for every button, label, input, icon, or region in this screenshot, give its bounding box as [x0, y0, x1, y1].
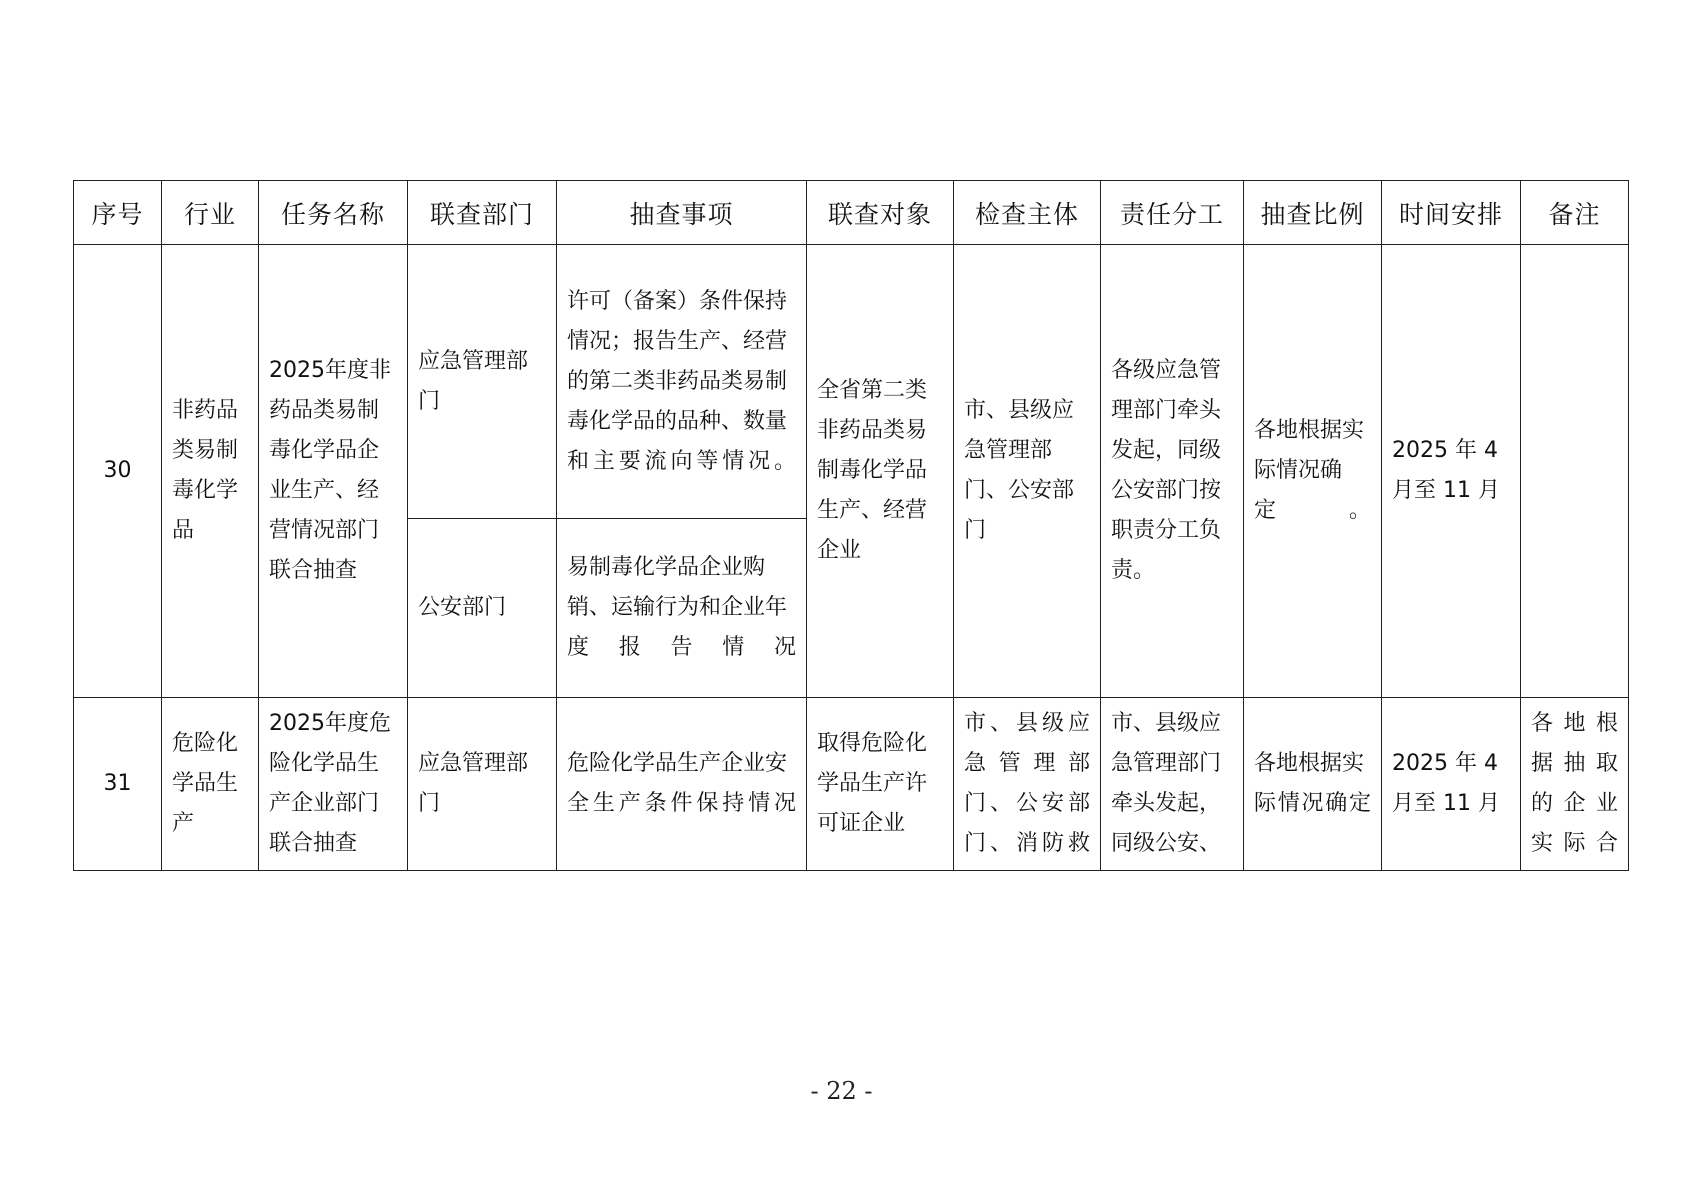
- task-name-cell: [259, 698, 408, 871]
- inspecting-body-cell: 市、县级应急管理部门、公安部门: [954, 245, 1101, 698]
- check-items-cell: 易制毒化学品企业购销、运输行为和企业年度报告情况: [557, 519, 807, 698]
- task-name-cell: 2025年度非药品类易制毒化学品企业生产、经营情况部门联合抽查: [259, 245, 408, 698]
- joint-target-cell: 取得危险化学品生产许可证企业: [807, 698, 954, 871]
- joint-dept-cell: 应急管理部门: [408, 698, 557, 871]
- header-remark: 备注: [1521, 181, 1629, 245]
- industry-cell: 非药品类易制毒化学品: [162, 245, 259, 698]
- header-schedule: 时间安排: [1382, 181, 1521, 245]
- header-responsibility: 责任分工: [1101, 181, 1244, 245]
- inspecting-body-text: 市、县级应急管理部门、公安部门、消防救: [964, 711, 1090, 856]
- header-task-name: 任务名称: [259, 181, 408, 245]
- joint-target-cell: 全省第二类非药品类易制毒化学品生产、经营企业: [807, 245, 954, 698]
- responsibility-cell: 各级应急管理部门牵头发起，同级公安部门按职责分工负责。: [1101, 245, 1244, 698]
- schedule-cell: 2025 年 4 月至 11 月: [1382, 245, 1521, 698]
- page-number: - 22 -: [810, 1077, 873, 1105]
- table-row: [74, 245, 1629, 519]
- responsibility-cell: [1101, 698, 1244, 871]
- header-ratio: 抽查比例: [1244, 181, 1382, 245]
- header-check-items: 抽查事项: [557, 181, 807, 245]
- row-number: 30: [74, 245, 162, 698]
- remark-cell: [1521, 698, 1629, 871]
- joint-dept-cell: 应急管理部门: [408, 245, 557, 519]
- responsibility-text: 市、县级应急管理部门牵头发起，同级公安、: [1111, 711, 1222, 856]
- task-name-text: 2025年度危险化学品生产企业部门联合抽查: [269, 711, 391, 856]
- inspection-schedule-table: [73, 180, 1629, 871]
- check-items-cell: 许可（备案）条件保持情况；报告生产、经营的第二类非药品类易制毒化学品的品种、数量和主要流向等情况。: [557, 245, 807, 519]
- ratio-cell: 各地根据实际情况确定: [1244, 698, 1382, 871]
- remark-text: 各地根据抽取的企业实际合: [1531, 711, 1618, 856]
- remark-cell: [1521, 245, 1629, 698]
- row-number: 31: [74, 698, 162, 871]
- joint-dept-cell: 公安部门: [408, 519, 557, 698]
- header-inspecting-body: 检查主体: [954, 181, 1101, 245]
- header-industry: 行业: [162, 181, 259, 245]
- inspecting-body-cell: [954, 698, 1101, 871]
- header-joint-dept: 联查部门: [408, 181, 557, 245]
- check-items-cell: 危险化学品生产企业安全生产条件保持情况: [557, 698, 807, 871]
- ratio-cell: 各地根据实际情况确定。: [1244, 245, 1382, 698]
- table-header-row: [74, 181, 1629, 245]
- schedule-cell: 2025 年 4 月至 11 月: [1382, 698, 1521, 871]
- header-seq: 序号: [74, 181, 162, 245]
- header-joint-target: 联查对象: [807, 181, 954, 245]
- industry-cell: 危险化学品生产: [162, 698, 259, 871]
- table-row: [74, 698, 1629, 871]
